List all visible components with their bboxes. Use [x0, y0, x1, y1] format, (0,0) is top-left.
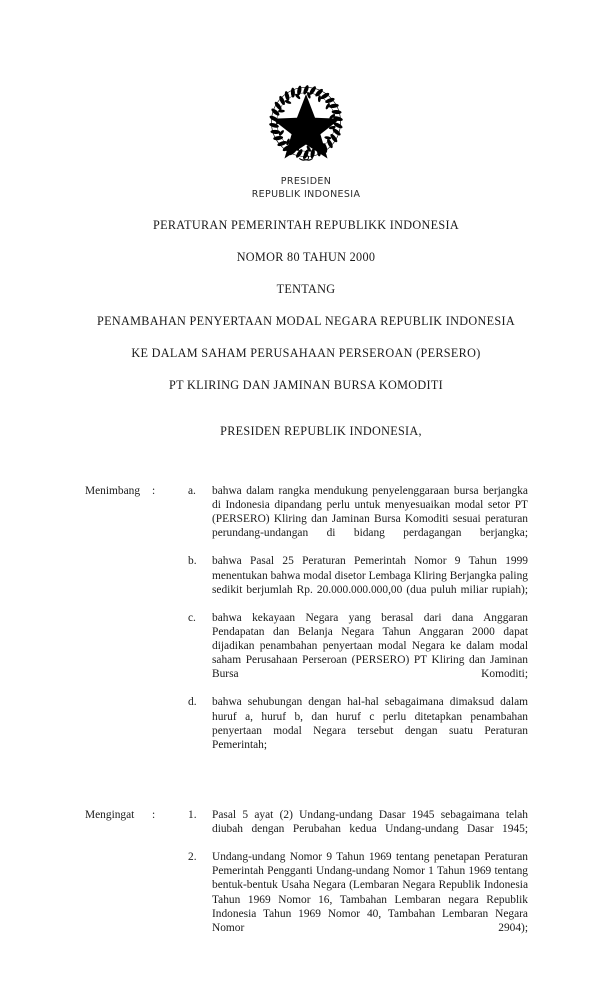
document-title-block — [56, 218, 556, 392]
letterhead — [0, 74, 612, 201]
title-line-number: NOMOR 80 TAHUN 2000 — [236, 250, 376, 264]
emblem-caption — [0, 176, 612, 201]
clause-menimbang — [85, 484, 528, 766]
emblem-caption-line-2: REPUBLIK INDONESIA — [251, 188, 361, 200]
list-item — [188, 850, 528, 949]
item-text-a: bahwa dalam rangka mendukung penyelenggaraan bursa berjangka di Indonesia dipandang perlu untuk menyesuaikan modal setor PT (PERSERO) Kliring dan Jaminan Bursa Komoditi sesuai peraturan perundang-undangan di bidang perdagangan berjangka; — [212, 485, 528, 540]
item-text-b: bahwa Pasal 25 Peraturan Pemerintah Nomor 9 Tahun 1999 menentukan bahwa modal disetor Lembaga Kliring Berjangka paling sedikit berjumlah Rp. 20.000.000.000,00 (dua puluh miliar rupiah); — [212, 555, 528, 596]
list-item — [188, 484, 528, 554]
clause-colon-menimbang: : — [152, 485, 156, 497]
title-line-regulation: PERATURAN PEMERINTAH REPUBLIKK INDONESIA — [152, 218, 460, 232]
clause-label-mengingat: Mengingat — [85, 809, 135, 821]
item-marker-c: c. — [188, 611, 196, 624]
clause-mengingat — [85, 808, 528, 949]
item-text-d: bahwa sehubungan dengan hal-hal sebagaimana dimaksud dalam huruf a, huruf b, dan huruf c perlu ditetapkan penambahan penyertaan modal Negara tersebut dengan suatu Peraturan Pemerintah; — [212, 696, 528, 751]
emblem-caption-line-1: PRESIDEN — [280, 176, 332, 187]
title-line-subject-3: PT KLIRING DAN JAMINAN BURSA KOMODITI — [169, 378, 443, 392]
item-marker-d: d. — [188, 696, 197, 709]
issuer-line: PRESIDEN REPUBLIK INDONESIA, — [220, 424, 422, 438]
item-marker-2: 2. — [188, 851, 197, 864]
list-item — [188, 695, 528, 765]
list-item — [188, 611, 528, 696]
clause-colon-mengingat: : — [152, 809, 156, 821]
clause-row — [85, 808, 528, 949]
list-item — [188, 554, 528, 610]
title-line-subject-2: KE DALAM SAHAM PERUSAHAAN PERSEROAN (PERSERO) — [131, 346, 481, 360]
item-marker-b: b. — [188, 555, 197, 568]
item-text-2: Undang-undang Nomor 9 Tahun 1969 tentang penetapan Peraturan Pemerintah Pengganti Undang-undang Nomor 1 Tahun 1969 tentang bentuk-bentuk Usaha Negara (Lembaran Negara Republik Indonesia Tahun 1969 Nomor 16, Tambahan Lembaran negara Republik Indonesia Tahun 1969 Nomor 40, Tambahan Lembaran Negara Nomor 2904); — [212, 851, 528, 934]
title-line-subject-1: PENAMBAHAN PENYERTAAN MODAL NEGARA REPUBLIK INDONESIA — [96, 314, 515, 328]
item-marker-1: 1. — [188, 809, 197, 821]
title-line-tentang: TENTANG — [276, 282, 336, 296]
item-text-c: bahwa kekayaan Negara yang berasal dari dana Anggaran Pendapatan dan Belanja Negara Tahun Anggaran 2000 dapat dijadikan penambahan penyertaan modal Negara ke dalam modal saham Perusahaan Perseroan (PERSERO) PT Kliring dan Jaminan Bursa Komoditi; — [212, 611, 528, 681]
item-text-1: Pasal 5 ayat (2) Undang-undang Dasar 1945 sebagaimana telah diubah dengan Perubahan kedua Undang-undang Dasar 1945; — [212, 809, 528, 836]
clause-label-menimbang: Menimbang — [85, 485, 141, 497]
clause-row — [85, 484, 528, 766]
clause-items-menimbang — [188, 484, 528, 766]
list-item — [188, 808, 528, 850]
presidential-emblem-icon — [258, 74, 354, 170]
item-marker-a: a. — [188, 485, 196, 497]
clause-items-mengingat — [188, 808, 528, 949]
